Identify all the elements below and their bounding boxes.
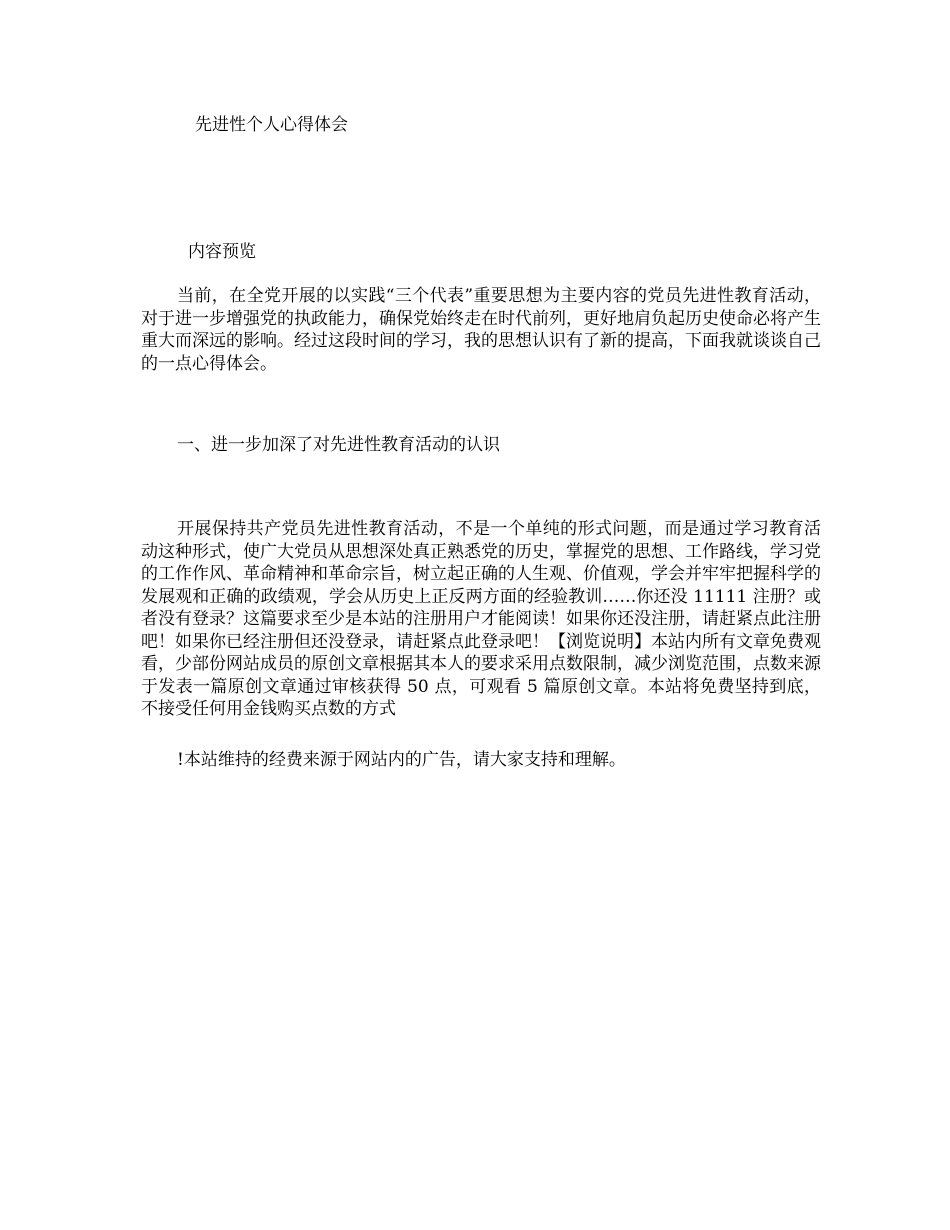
closing-note: !本站维持的经费来源于网站内的广告，请大家支持和理解。 <box>177 750 626 770</box>
section-heading: 一、进一步加深了对先进性教育活动的认识 <box>177 435 500 455</box>
intro-paragraph: 当前，在全党开展的以实践“三个代表”重要思想为主要内容的党员先进性教育活动，对于进一步增强党的执政能力，确保党始终走在时代前列，更好地肩负起历史使命必将产生重大而深远的影响。经过这段时间的学习，我的思想认识有了新的提高，下面我就谈谈自己的一点心得体会。 <box>141 286 821 374</box>
preview-heading: 内容预览 <box>188 242 256 262</box>
document-title: 先进性个人心得体会 <box>195 115 348 135</box>
body-paragraph: 开展保持共产党员先进性教育活动，不是一个单纯的形式问题，而是通过学习教育活动这种形式，使广大党员从思想深处真正熟悉党的历史，掌握党的思想、工作路线，学习党的工作作风、革命精神和革命宗旨，树立起正确的人生观、价值观，学会并牢牢把握科学的发展观和正确的政绩观，学会从历史上正反两方面的经验教训……你还没 11111 注册？或者没有登录？这篇要求至少是本站的注册用户才能阅读！如果你还没注册，请赶紧点此注册吧！如果你已经注册但还没登录，请赶紧点此登录吧！【浏览说明】本站内所有文章免费观看，少部份网站成员的原创文章根据其本人的要求采用点数限制，减少浏览范围，点数来源于发表一篇原创文章通过审核获得 50 点，可观看 5 篇原创文章。本站将免费坚持到底，不接受任何用金钱购买点数的方式 <box>141 519 821 719</box>
